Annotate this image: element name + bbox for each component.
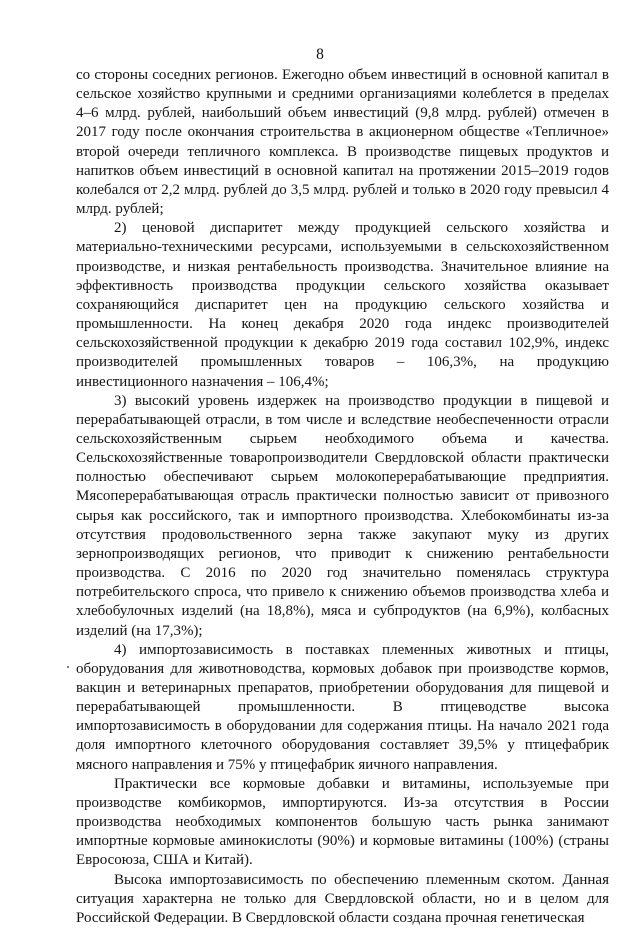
paragraph-feed-additives: Практически все кормовые добавки и витамины, используемые при производстве комбикормов, импортируются. Из-за отсутствия в России производства необходимых компонентов большую часть рынка занимают импортные кормовые аминокислоты (90%) и кормовые витамины (100%) (страны Евросоюза, США и Китай). (76, 775, 609, 869)
paragraph-item-2-price-disparity: 2) ценовой диспаритет между продукцией сельского хозяйства и материально-техническими ресурсами, используемыми в сельскохозяйственном производстве, и низкая рентабельность производства. Значительное влияние на эффективность производства продукции сельского хозяйства оказывает сохраняющийся диспаритет цен на продукцию сельского хозяйства и промышленности. На конец декабря 2020 года индекс производителей сельскохозяйственной продукции к декабрю 2019 года составил 102,9%, индекс производителей промышленных товаров – 106,3%, на продукцию инвестиционного назначения – 106,4%; (76, 220, 609, 390)
scan-speck (67, 666, 69, 668)
paragraph-investment-continuation: со стороны соседних регионов. Ежегодно объем инвестиций в основной капитал в сельское хозяйство крупными и средними организациями колеблется в пределах 4–6 млрд. рублей, наибольший объем инвестиций (9,8 млрд. рублей) отмечен в 2017 году после окончания строительства в акционерном обществе «Тепличное» второй очереди тепличного комплекса. В производстве пищевых продуктов и напитков объем инвестиций в основной капитал на протяжении 2015–2019 годов колебался от 2,2 млрд. рублей до 3,5 млрд. рублей и только в 2020 году превысил 4 млрд. рублей; (76, 67, 609, 218)
paragraph-breeding-stock: Высока импортозависимость по обеспечению племенным скотом. Данная ситуация характерна не только для Свердловской области, но и в целом для Российской Федерации. В Свердловской области создана прочная генетическая (76, 871, 609, 926)
page-number: 8 (316, 46, 324, 63)
paragraph-item-4-import-dependence: 4) импортозависимость в поставках племенных животных и птицы, оборудования для животноводства, кормовых добавок при производстве кормов, вакцин и ветеринарных препаратов, приобретении оборудования для пищевой и перерабатывающей промышленности. В птицеводстве высока импортозависимость в оборудовании для содержания птицы. На начало 2021 года доля импортного клеточного оборудования составляет 39,5% у птицефабрик мясного направления и 75% у птицефабрик яичного направления. (76, 641, 609, 773)
paragraph-item-3-production-costs: 3) высокий уровень издержек на производство продукции в пищевой и перерабатывающей отрасли, в том числе и вследствие необеспеченности отрасли сельскохозяйственным сырьем необходимого объема и качества. Сельскохозяйственные товаропроизводители Свердловской области практически полностью обеспечивают сырьем молокоперерабатывающие предприятия. Мясоперерабатывающая отрасль практически полностью зависит от привозного сырья как российского, так и импортного производства. Хлебокомбинаты из-за отсутствия продовольственного зерна также закупают муку из других зернопроизводящих регионов, что приводит к снижению рентабельности производства. С 2016 по 2020 год значительно поменялась структура потребительского спроса, что привело к снижению объемов производства хлеба и хлебобулочных изделий (на 18,8%), мяса и субпродуктов (на 6,9%), колбасных изделий (на 17,3%); (76, 392, 609, 639)
body-text (76, 66, 609, 928)
